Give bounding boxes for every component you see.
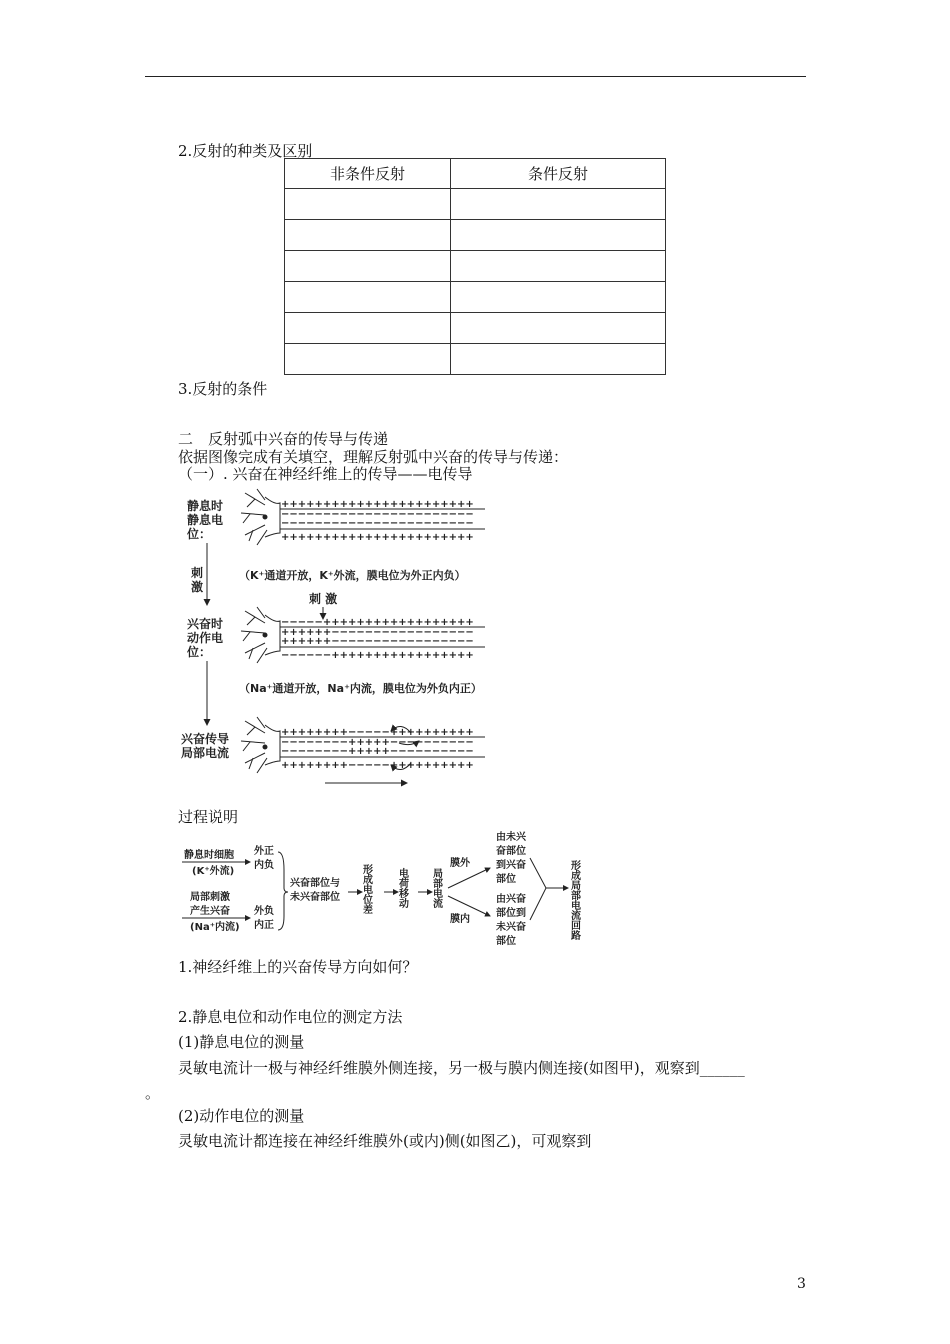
section-3-title: 3.反射的条件 — [178, 380, 268, 398]
fiber-2-mid2: ++++++−−−−−−−−−−−−−−−−− — [281, 636, 474, 647]
flow-charge-move: 电荷移动 — [396, 868, 408, 908]
neuron-cell-1 — [241, 489, 280, 545]
stim-label-2: 激 — [191, 580, 204, 594]
table-cell — [451, 220, 666, 251]
stim-label-1: 刺 — [191, 566, 204, 580]
fiber-3-bot: ++++++++−−−−−++++++++++ — [281, 760, 474, 771]
flow-upper-3: 到兴奋 — [496, 860, 526, 871]
conduct-label-1: 兴奋传导 — [181, 732, 230, 746]
header-conditioned: 条件反射 — [451, 159, 666, 189]
flow-form-circuit: 形成局部电流回路 — [568, 860, 580, 940]
fiber-2-top: −−−−−++++++++++++++++++ — [281, 617, 474, 628]
question-2-title: 2.静息电位和动作电位的测定方法 — [178, 1008, 403, 1026]
flow-rest-cell: 静息时细胞 — [184, 850, 234, 861]
table-cell — [451, 251, 666, 282]
fiber-2-mid1: ++++++−−−−−−−−−−−−−−−−− — [281, 627, 474, 638]
question-2-2-text: 灵敏电流计都连接在神经纤维膜外(或内)侧(如图乙)，可观察到 — [178, 1132, 592, 1150]
fiber-1-mid2: −−−−−−−−−−−−−−−−−−−−−−− — [281, 518, 474, 529]
fiber-1-mid1: −−−−−−−−−−−−−−−−−−−−−−− — [281, 509, 474, 520]
table-cell — [285, 344, 451, 375]
flow-inner-pos: 内正 — [254, 920, 274, 931]
neuron-cell-3 — [241, 717, 280, 773]
table-cell — [451, 344, 666, 375]
flow-produce-excite: 产生兴奋 — [190, 906, 230, 917]
table-cell — [285, 251, 451, 282]
fiber-1-bot: +++++++++++++++++++++++ — [281, 532, 474, 543]
fiber-3-mid2: −−−−−−−−+++++−−−−−−−−−− — [281, 746, 474, 757]
flow-membrane-out: 膜外 — [450, 858, 470, 869]
excite-label-1: 兴奋时 — [187, 617, 224, 631]
process-title: 过程说明 — [178, 808, 239, 826]
table-row — [285, 282, 666, 313]
flow-lower-2: 部位到 — [496, 908, 526, 919]
table-row — [285, 313, 666, 344]
part-2-title: 二 反射弧中兴奋的传导与传递 — [178, 430, 389, 448]
table-row — [285, 220, 666, 251]
rest-label-1: 静息时 — [187, 499, 224, 513]
nerve-conduction-figure — [175, 485, 495, 795]
table-cell — [285, 282, 451, 313]
flow-lower-1: 由兴奋 — [496, 894, 526, 905]
flow-outer-neg: 外负 — [254, 906, 274, 917]
flow-inner-neg: 内负 — [254, 860, 274, 871]
question-2-2-title: (2)动作电位的测量 — [178, 1107, 305, 1125]
header-rule — [145, 76, 806, 77]
table-header-row — [285, 159, 666, 189]
subpart-1-title: （一）. 兴奋在神经纤维上的传导——电传导 — [178, 465, 473, 483]
table-cell — [451, 189, 666, 220]
rest-label-3: 位： — [187, 527, 212, 541]
part-2-intro: 依据图像完成有关填空，理解反射弧中兴奋的传导与传递： — [178, 448, 569, 466]
table-cell — [285, 189, 451, 220]
flow-outer-pos: 外正 — [254, 846, 274, 857]
table-cell — [285, 220, 451, 251]
rest-label-2: 静息电 — [187, 513, 224, 527]
flow-membrane-in: 膜内 — [450, 914, 470, 925]
flow-upper-4: 部位 — [496, 874, 516, 885]
excite-label-2: 动作电 — [187, 631, 224, 645]
flow-k-out: (K⁺外流) — [192, 866, 235, 877]
question-2-1-text: 灵敏电流计一极与神经纤维膜外侧连接，另一极与膜内侧连接(如图甲)，观察到______ — [178, 1059, 745, 1077]
fiber-3-mid1: −−−−−−−−+++++−−−−−−−−−− — [281, 737, 474, 748]
conduct-label-2: 局部电流 — [181, 746, 230, 760]
table-cell — [451, 313, 666, 344]
process-flow-diagram — [178, 830, 618, 948]
table-cell — [285, 313, 451, 344]
fiber-2-bot: −−−−−−+++++++++++++++++ — [281, 650, 474, 661]
flow-lower-4: 部位 — [496, 936, 516, 947]
reflex-types-table — [284, 158, 666, 375]
fiber-1-top: +++++++++++++++++++++++ — [281, 499, 474, 510]
fiber-3-top: ++++++++−−−−−++++++++++ — [281, 727, 474, 738]
flow-local-current: 局部电流 — [430, 868, 442, 908]
flow-form-diff: 形成电位差 — [360, 864, 372, 914]
flow-na-in: (Na⁺内流) — [190, 922, 240, 933]
table-cell — [451, 282, 666, 313]
flow-lower-3: 未兴奋 — [496, 922, 526, 933]
table-row — [285, 344, 666, 375]
page-number: 3 — [797, 1276, 806, 1292]
excite-label-3: 位： — [187, 645, 212, 659]
flow-diff-1: 兴奋部位与 — [290, 878, 340, 889]
table-row — [285, 251, 666, 282]
k-note: （K⁺通道开放，K⁺外流，膜电位为外正内负） — [239, 569, 466, 582]
flow-local-stim: 局部刺激 — [190, 892, 230, 903]
section-2-title: 2.反射的种类及区别 — [178, 142, 313, 160]
header-unconditioned: 非条件反射 — [285, 159, 451, 189]
flow-upper-1: 由未兴 — [496, 832, 526, 843]
table-row — [285, 189, 666, 220]
question-2-1-end: 。 — [145, 1084, 161, 1102]
stim-arrow-label: 刺 激 — [309, 592, 338, 606]
question-1: 1.神经纤维上的兴奋传导方向如何？ — [178, 958, 418, 976]
neuron-cell-2 — [241, 607, 280, 663]
na-note: （Na⁺通道开放，Na⁺内流，膜电位为外负内正） — [239, 682, 482, 695]
flow-diff-2: 未兴奋部位 — [290, 892, 340, 903]
question-2-1-title: (1)静息电位的测量 — [178, 1033, 305, 1051]
flow-upper-2: 奋部位 — [496, 846, 526, 857]
